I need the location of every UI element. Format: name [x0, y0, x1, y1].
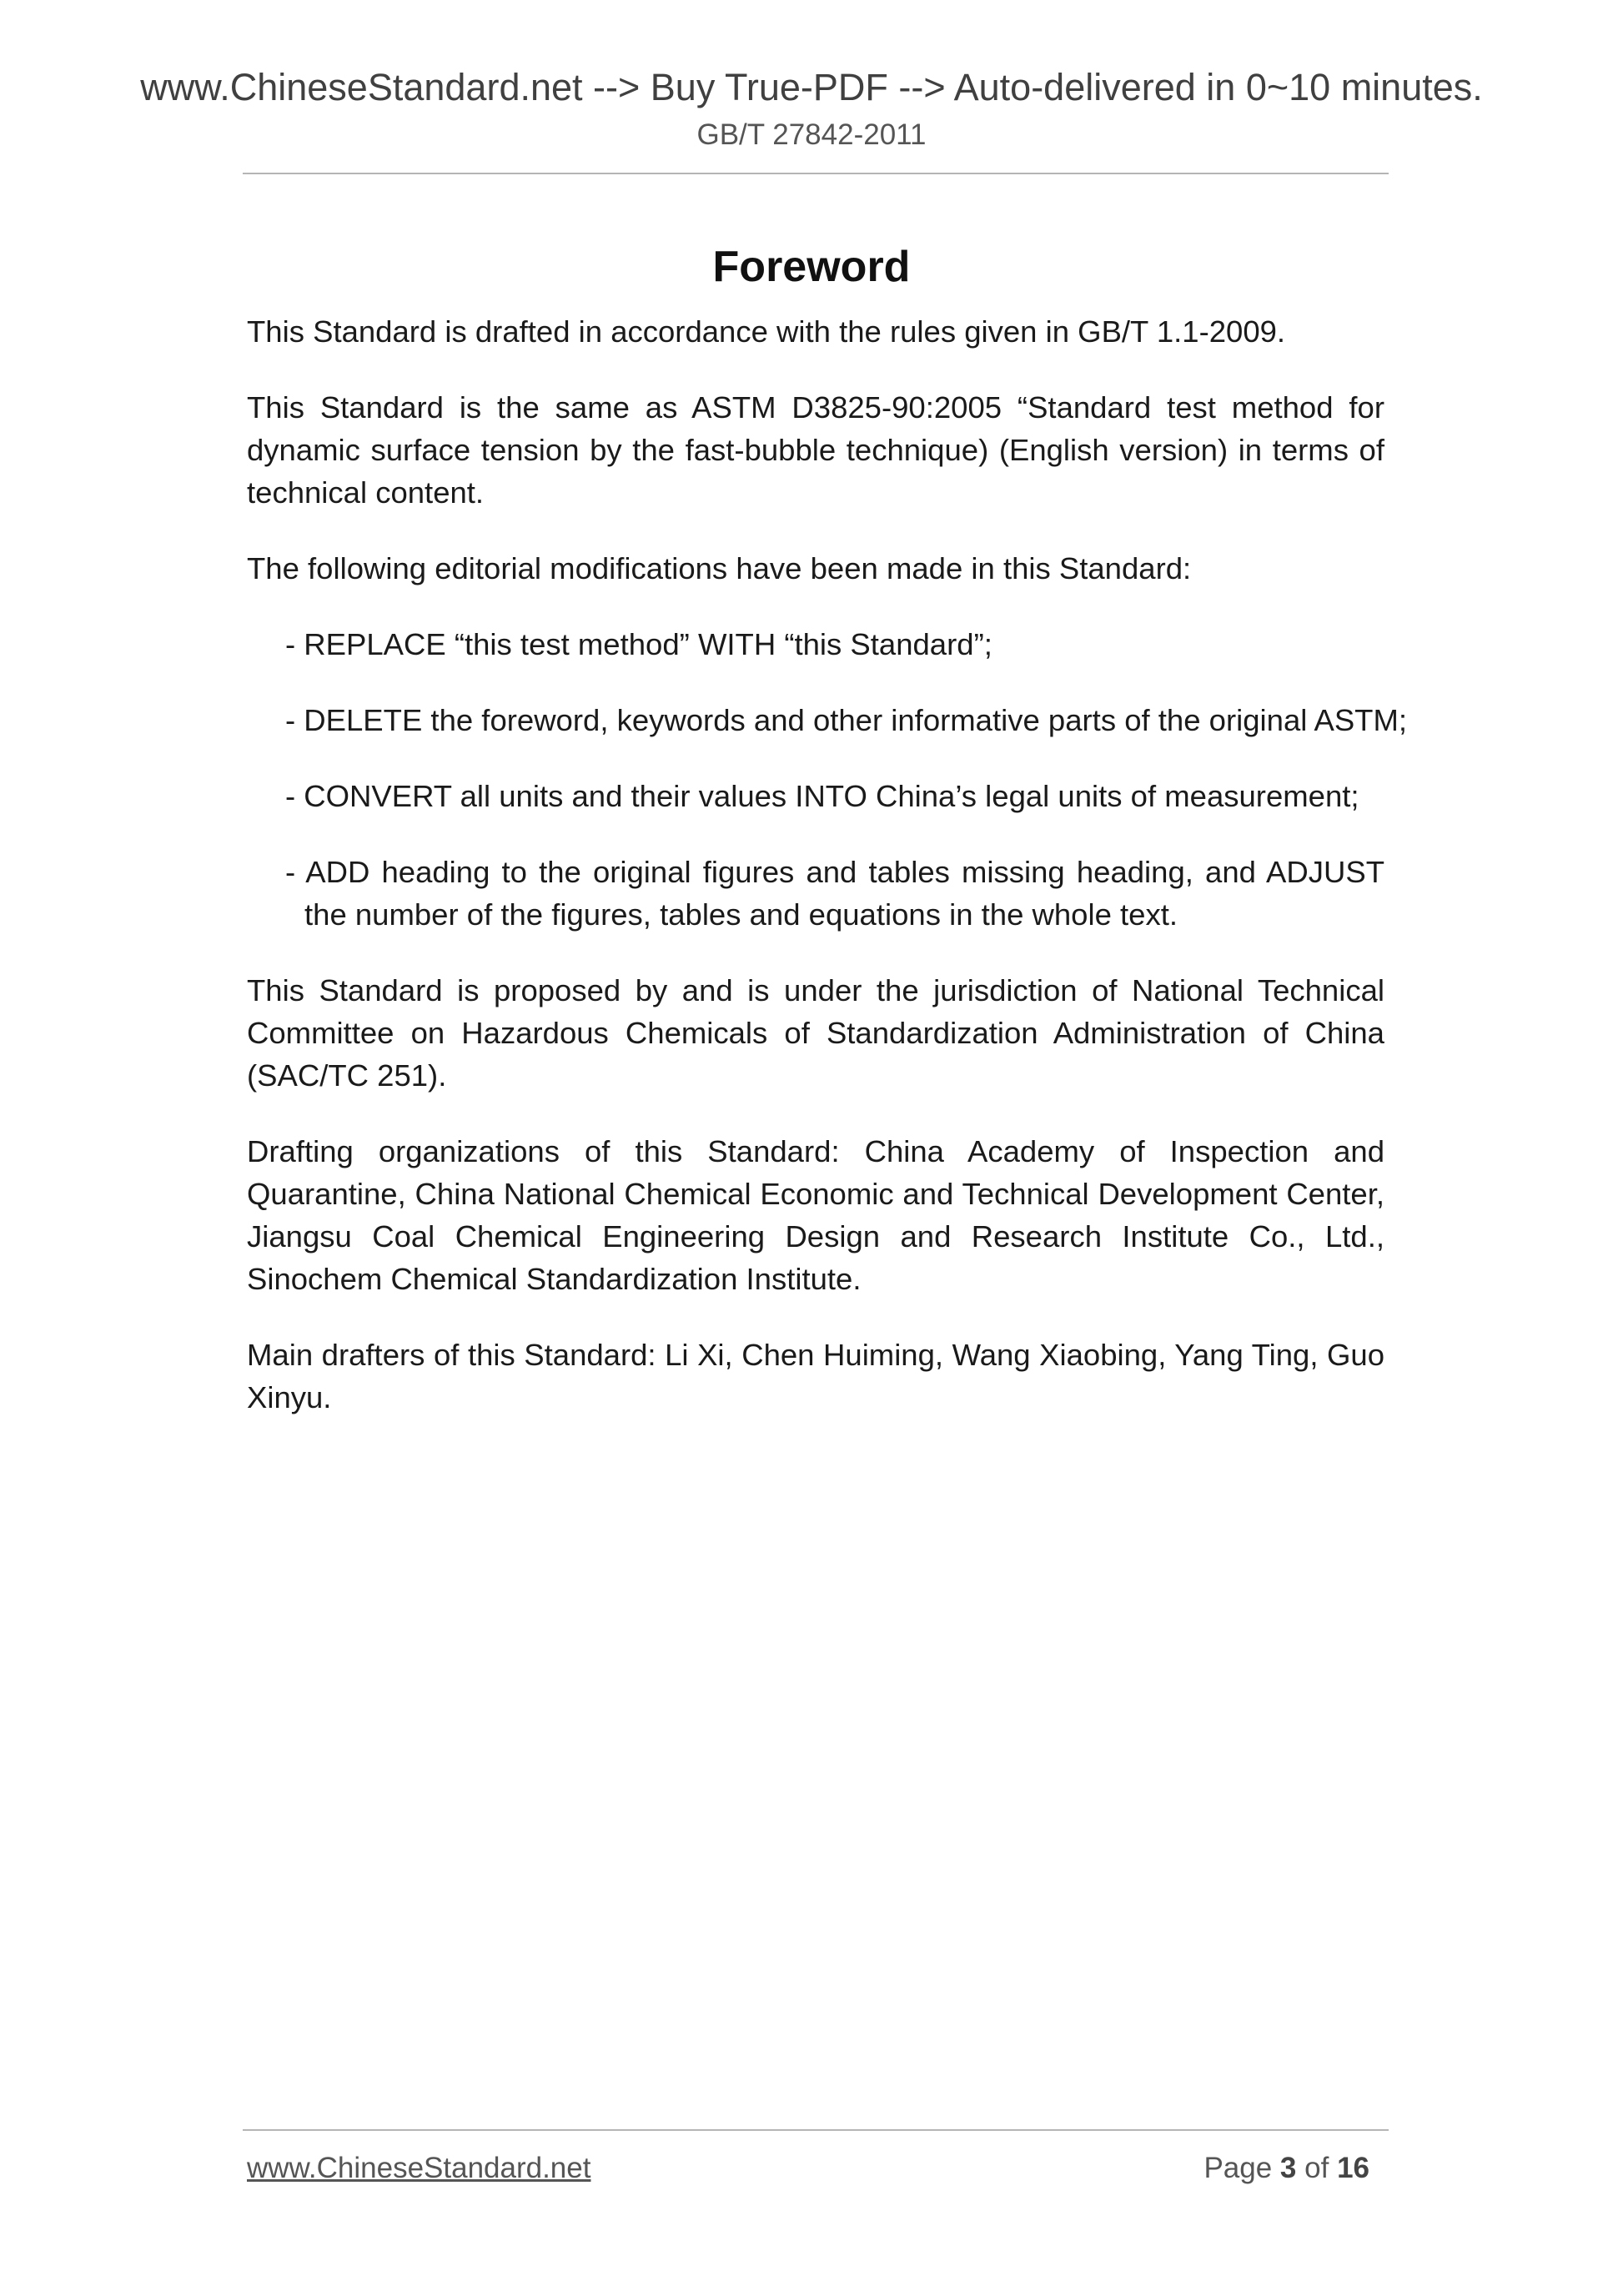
page-number	[1203, 2150, 1369, 2187]
foreword-body	[247, 310, 1408, 1452]
paragraph-main-drafters: Main drafters of this Standard: Li Xi, Chen Huiming, Wang Xiaobing, Yang Ting, Guo Xinyu.	[247, 1338, 1384, 1414]
paragraph-jurisdiction: This Standard is proposed by and is under the jurisdiction of National Technical Committee on Hazardous Chemicals of Standardization Administration of China (SAC/TC 251).	[247, 973, 1384, 1093]
total-pages: 16	[1337, 2152, 1369, 2184]
page-title: Foreword	[712, 242, 911, 291]
paragraph-drafting-organizations: Drafting organizations of this Standard: China Academy of Inspection and Quarantine, China National Chemical Economic and Technical Development Center, Jiangsu Coal Chemical Engineering Design and Research Institute Co., Ltd., Sinochem Chemical Standardization Institute.	[247, 1134, 1384, 1296]
current-page: 3	[1279, 2152, 1297, 2184]
page-of-label: of	[1304, 2152, 1329, 2184]
paragraph-equivalence: This Standard is the same as ASTM D3825-90:2005 “Standard test method for dynamic surface tension by the fast-bubble technique) (English version) in terms of technical content.	[247, 390, 1384, 510]
footer-divider	[243, 2129, 1389, 2131]
site-banner: www.ChineseStandard.net --> Buy True-PDF --> Auto-delivered in 0~10 minutes.	[140, 66, 1483, 108]
header-divider	[243, 173, 1389, 174]
page-label: Page	[1203, 2152, 1273, 2184]
document-code: GB/T 27842-2011	[696, 118, 927, 151]
list-item: - CONVERT all units and their values INTO China’s legal units of measurement;	[285, 779, 1359, 813]
paragraph-modifications-intro: The following editorial modifications have been made in this Standard:	[247, 551, 1192, 585]
paragraph-drafting-rules: This Standard is drafted in accordance with the rules given in GB/T 1.1-2009.	[247, 314, 1286, 349]
list-item: - REPLACE “this test method” WITH “this Standard”;	[285, 627, 992, 661]
list-item: - DELETE the foreword, keywords and other informative parts of the original ASTM;	[285, 703, 1408, 737]
footer-site-link[interactable]: www.ChineseStandard.net	[247, 2152, 591, 2184]
list-item: - ADD heading to the original figures and tables missing heading, and ADJUST the number of the figures, tables and equations in the whole text.	[285, 855, 1384, 932]
